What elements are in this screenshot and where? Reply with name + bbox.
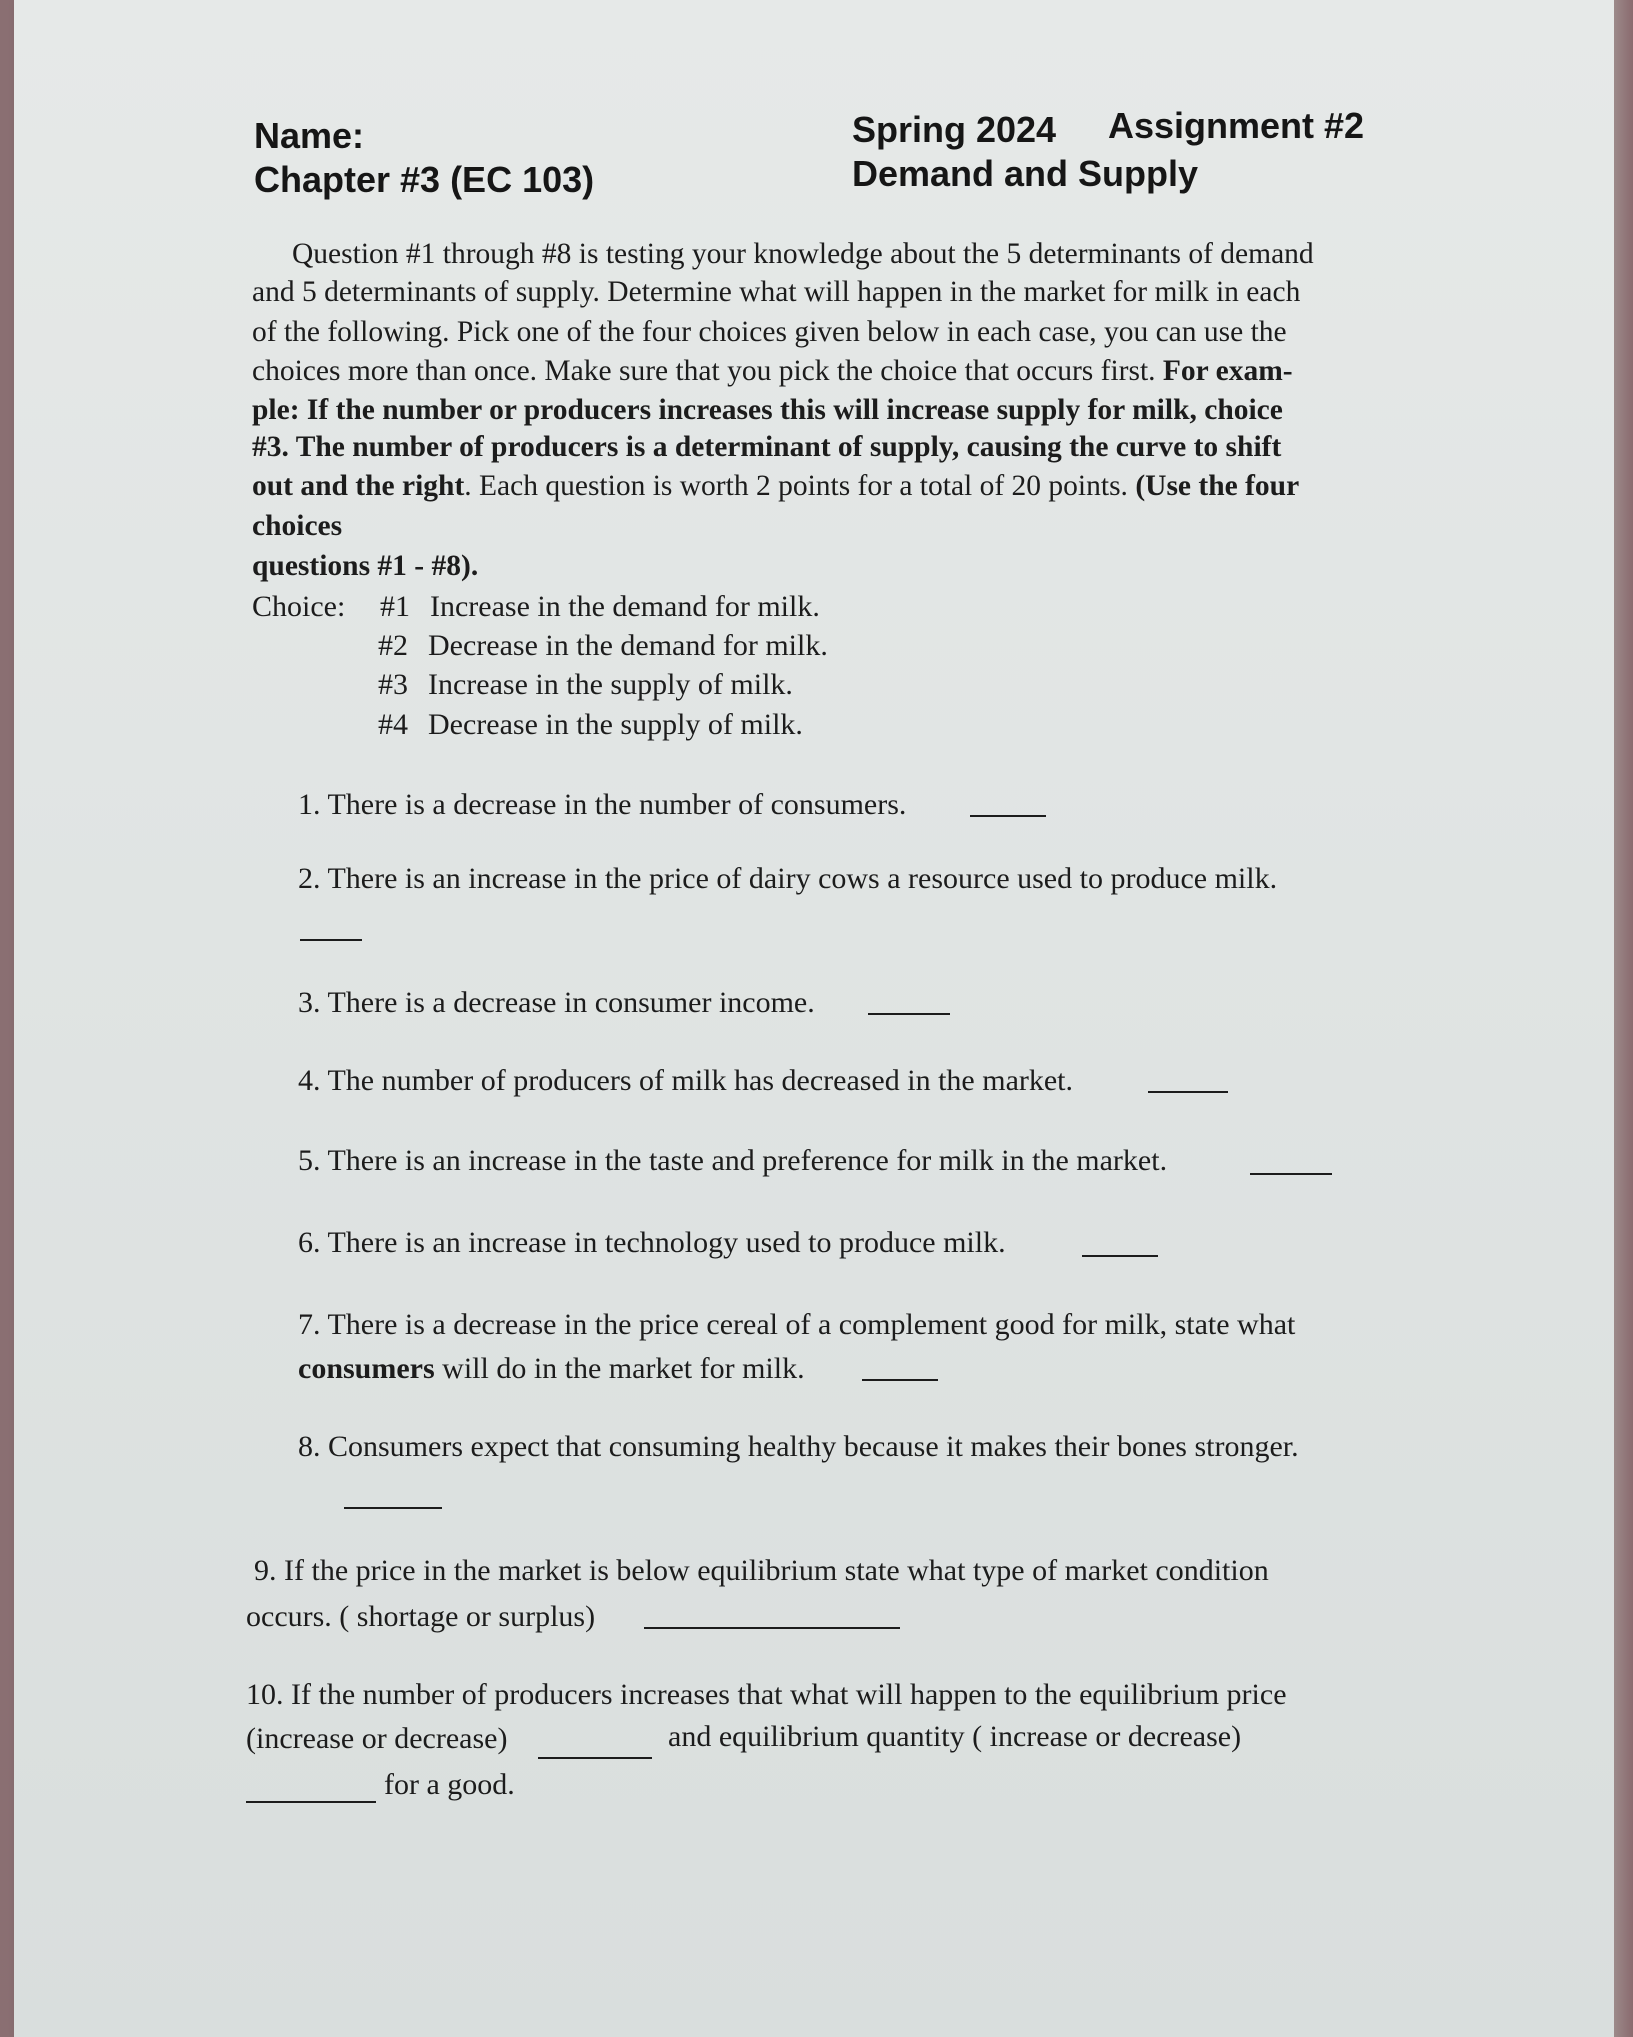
question-4: 4. The number of producers of milk has decreased in the market. xyxy=(298,1064,1074,1097)
answer-blank-1[interactable] xyxy=(970,814,1046,817)
choice-4-text: Decrease in the supply of milk. xyxy=(428,708,803,741)
answer-blank-9[interactable] xyxy=(644,1626,900,1629)
question-9-line-1: 9. If the price in the market is below equilibrium state what type of market condition xyxy=(254,1554,1269,1587)
question-7-line-1: 7. There is a decrease in the price cereal of a complement good for milk, state what xyxy=(298,1308,1296,1341)
choice-2-text: Decrease in the demand for milk. xyxy=(428,629,828,662)
question-8: 8. Consumers expect that consuming healthy because it makes their bones stronger. xyxy=(298,1430,1299,1463)
question-7-line-2 xyxy=(298,1354,805,1384)
example-line-1: ple: If the number or producers increases this will increase supply for milk, choice xyxy=(252,394,1283,426)
question-9-line-2: occurs. ( shortage or surplus) xyxy=(246,1600,596,1633)
example-line-2: #3. The number of producers is a determinant of supply, causing the curve to shift xyxy=(252,431,1282,463)
question-10-line-1: 10. If the number of producers increases that what will happen to the equilibrium price xyxy=(246,1678,1287,1711)
instructions-line-3: of the following. Pick one of the four choices given below in each case, you can use the xyxy=(252,316,1287,348)
answer-blank-4[interactable] xyxy=(1148,1090,1228,1093)
example-line-3-bold: out and the right xyxy=(252,470,465,502)
choice-1-num: #1 xyxy=(380,590,410,623)
instructions-line-4-text: choices more than once. Make sure that you pick the choice that occurs first. xyxy=(252,355,1156,387)
question-7-consumers: consumers xyxy=(298,1352,435,1385)
answer-blank-10-price[interactable] xyxy=(538,1756,652,1759)
question-2: 2. There is an increase in the price of dairy cows a resource used to produce milk. xyxy=(298,862,1278,895)
answer-blank-7[interactable] xyxy=(862,1378,938,1381)
answer-blank-10-quantity[interactable] xyxy=(246,1800,376,1803)
choice-3-num: #3 xyxy=(378,668,408,701)
answer-blank-5[interactable] xyxy=(1250,1172,1332,1175)
example-start: For exam- xyxy=(1162,355,1293,387)
assignment-label: Assignment #2 xyxy=(1108,105,1365,146)
instructions-line-1: Question #1 through #8 is testing your knowledge about the 5 determinants of demand xyxy=(292,238,1314,270)
name-label: Name: xyxy=(254,115,365,156)
answer-blank-3[interactable] xyxy=(868,1012,950,1015)
question-7-rest: will do in the market for milk. xyxy=(434,1352,805,1385)
question-6: 6. There is an increase in technology used to produce milk. xyxy=(298,1226,1006,1259)
topic-label: Demand and Supply xyxy=(852,153,1199,194)
answer-blank-8[interactable] xyxy=(344,1506,442,1509)
question-10-line-3: for a good. xyxy=(384,1768,515,1801)
choice-4-num: #4 xyxy=(378,708,408,741)
instructions-line-10: questions #1 - #8). xyxy=(252,550,479,582)
choice-label: Choice: xyxy=(252,590,346,623)
instructions-line-9: choices xyxy=(252,510,343,542)
choice-2-num: #2 xyxy=(378,629,408,662)
use-four-choices: (Use the four xyxy=(1135,470,1300,502)
choice-1-text: Increase in the demand for milk. xyxy=(430,590,820,623)
answer-blank-6[interactable] xyxy=(1082,1254,1158,1257)
question-3: 3. There is a decrease in consumer income. xyxy=(298,986,815,1019)
instructions-points: . Each question is worth 2 points for a total of 20 points. xyxy=(464,470,1128,502)
instructions-line-8 xyxy=(252,472,1299,502)
background-edge xyxy=(1614,0,1633,2037)
chapter-label: Chapter #3 (EC 103) xyxy=(254,159,595,200)
instructions-line-2: and 5 determinants of supply. Determine what will happen in the market for milk in each xyxy=(252,276,1301,308)
instructions-line-4 xyxy=(252,357,1293,387)
question-10-line-2a: (increase or decrease) xyxy=(246,1722,508,1755)
question-10-line-2b: and equilibrium quantity ( increase or decrease) xyxy=(668,1720,1242,1753)
question-1: 1. There is a decrease in the number of consumers. xyxy=(298,788,907,821)
choice-3-text: Increase in the supply of milk. xyxy=(428,668,793,701)
answer-blank-2[interactable] xyxy=(300,938,362,941)
term-label: Spring 2024 xyxy=(852,109,1057,150)
question-5: 5. There is an increase in the taste and preference for milk in the market. xyxy=(298,1144,1168,1177)
